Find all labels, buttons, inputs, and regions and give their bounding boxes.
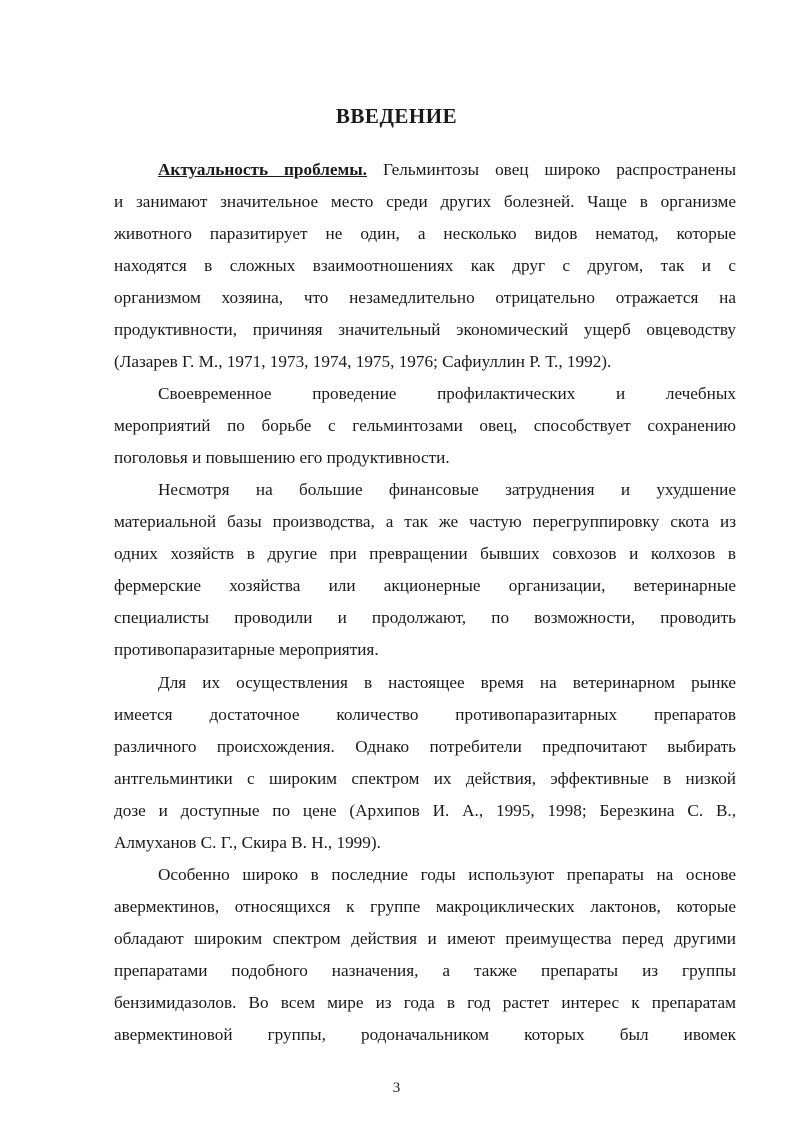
paragraph-3-line-3: одних хозяйств в другие при превращении бывших совхозов и колхозов в [114,544,736,563]
paragraph-1-line-4: находятся в сложных взаимоотношениях как друг с другом, так и с [114,256,736,275]
paragraph-4-line-6: Алмуханов С. Г., Скира В. Н., 1999). [114,833,381,852]
paragraph-3-line-1: Несмотря на большие финансовые затруднения и ухудшение [158,480,736,499]
paragraph-1-line-5: организмом хозяина, что незамедлительно отрицательно отражается на [114,288,736,307]
paragraph-5-line-4: препаратами подобного назначения, а также препараты из группы [114,961,736,980]
paragraph-1-line-1 [158,160,736,180]
paragraph-5-line-1: Особенно широко в последние годы используют препараты на основе [158,865,736,884]
paragraph-3-line-5: специалисты проводили и продолжают, по возможности, проводить [114,608,736,627]
paragraph-1-line-6: продуктивности, причиняя значительный экономический ущерб овцеводству [114,320,736,339]
paragraph-2-line-1: Своевременное проведение профилактических и лечебных [158,384,736,403]
paragraph-1-line-7: (Лазарев Г. М., 1971, 1973, 1974, 1975, 1976; Сафиуллин Р. Т., 1992). [114,352,612,371]
paragraph-3-line-4: фермерские хозяйства или акционерные организации, ветеринарные [114,576,736,595]
paragraph-4-line-1: Для их осуществления в настоящее время на ветеринарном рынке [158,673,736,692]
paragraph-1-line-1-text: Гельминтозы овец широко распространены [366,160,737,179]
paragraph-3-line-2: материальной базы производства, а так же частую перегруппировку скота из [114,512,736,531]
paragraph-3-line-6: противопаразитарные мероприятия. [114,640,379,659]
paragraph-4-line-2: имеется достаточное количество противопаразитарных препаратов [114,705,736,724]
paragraph-1-line-2: и занимают значительное место среди других болезней. Чаще в организме [114,192,736,211]
page-number: 3 [392,1080,401,1096]
paragraph-1-line-3: животного паразитирует не один, а несколько видов нематод, которые [114,224,736,243]
paragraph-4-line-4: антгельминтики с широким спектром их действия, эффективные в низкой [114,769,736,788]
paragraph-lead: Актуальность проблемы. [158,160,367,179]
paragraph-5-line-3: обладают широким спектром действия и имеют преимущества перед другими [114,929,736,948]
paragraph-5-line-2: авермектинов, относящихся к группе макроциклических лактонов, которые [114,897,736,916]
paragraph-4-line-5: дозе и доступные по цене (Архипов И. А., 1995, 1998; Березкина С. В., [114,801,736,820]
paragraph-2-line-2: мероприятий по борьбе с гельминтозами овец, способствует сохранению [114,416,736,435]
paragraph-4-line-3: различного происхождения. Однако потребители предпочитают выбирать [114,737,736,756]
paragraph-5-line-5: бензимидазолов. Во всем мире из года в год растет интерес к препаратам [114,993,736,1012]
page-title: ВВЕДЕНИЕ [335,104,458,128]
paragraph-5-line-6: авермектиновой группы, родоначальником которых был ивомек [114,1025,736,1044]
paragraph-2-line-3: поголовья и повышению его продуктивности. [114,448,450,467]
